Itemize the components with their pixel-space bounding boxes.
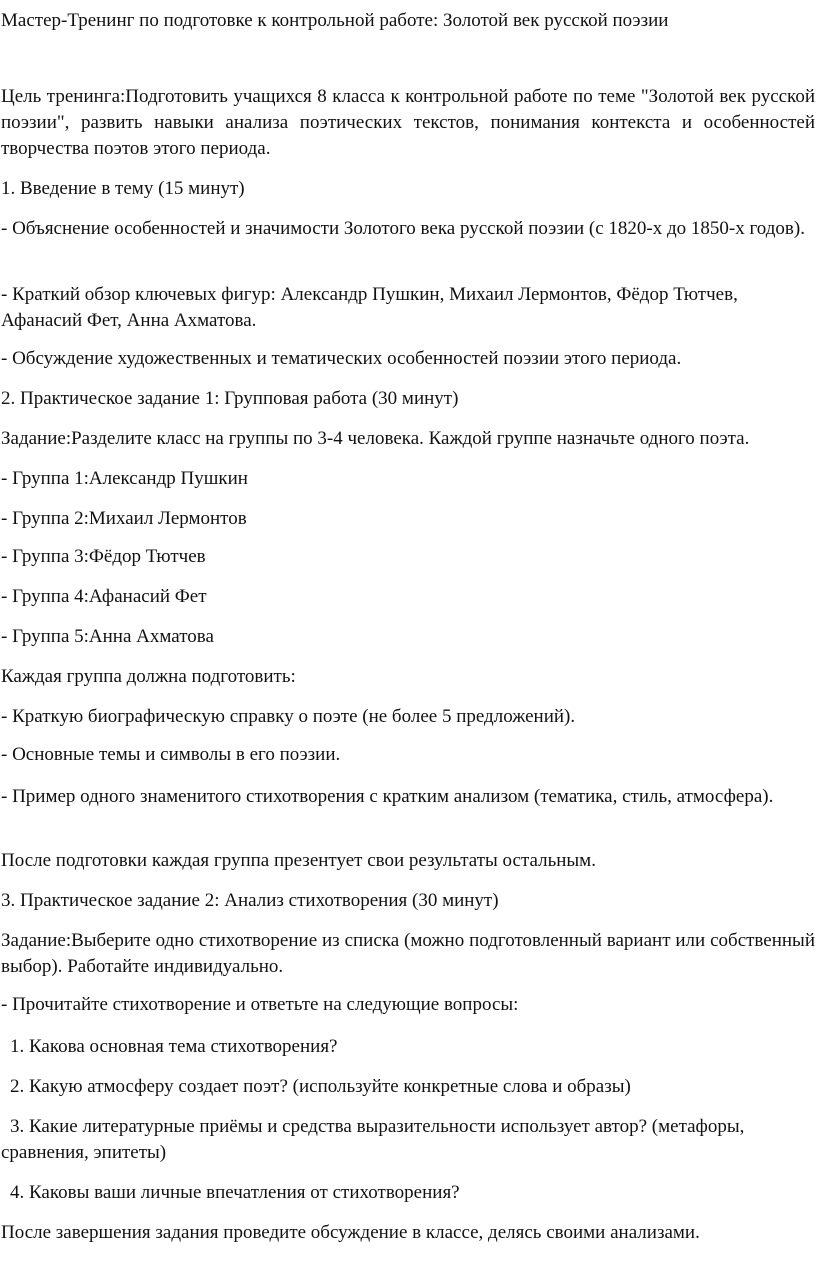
- prepare-item: - Краткую биографическую справку о поэте (не более 5 предложений).: [1, 706, 576, 727]
- group-item: - Группа 2:Михаил Лермонтов: [1, 508, 247, 529]
- section-3-heading: 3. Практическое задание 2: Анализ стихотворения (30 минут): [1, 890, 499, 911]
- section-3-after: После завершения задания проведите обсуждение в классе, делясь своими анализами.: [1, 1222, 700, 1243]
- section-1-item: - Обсуждение художественных и тематических особенностей поэзии этого периода.: [1, 348, 682, 369]
- group-item: - Группа 1:Александр Пушкин: [1, 468, 248, 489]
- section-1-heading: 1. Введение в тему (15 минут): [1, 178, 245, 199]
- section-1-item: - Краткий обзор ключевых фигур: Александр Пушкин, Михаил Лермонтов, Фёдор Тютчев, Афанасий Фет, Анна Ахматова.: [1, 284, 738, 331]
- group-item: - Группа 4:Афанасий Фет: [1, 586, 207, 607]
- group-item: - Группа 5:Анна Ахматова: [1, 626, 214, 647]
- document-title: Мастер-Тренинг по подготовке к контрольной работе: Золотой век русской поэзии: [1, 10, 669, 31]
- prepare-item: - Пример одного знаменитого стихотворения с кратким анализом (тематика, стиль, атмосфера).: [1, 786, 774, 807]
- training-goal: Цель тренинга:Подготовить учащихся 8 класса к контрольной работе по теме "Золотой век русской поэзии", развить навыки анализа поэтических текстов, понимания контекста и особенностей творчества поэтов этого периода.: [1, 86, 815, 159]
- read-intro: - Прочитайте стихотворение и ответьте на следующие вопросы:: [1, 994, 519, 1015]
- section-3-task: Задание:Выберите одно стихотворение из списка (можно подготовленный вариант или собственный выбор). Работайте индивидуально.: [1, 930, 815, 977]
- group-item: - Группа 3:Фёдор Тютчев: [1, 546, 206, 567]
- question-item: 4. Каковы ваши личные впечатления от стихотворения?: [10, 1182, 460, 1203]
- question-item: 2. Какую атмосферу создает поэт? (используйте конкретные слова и образы): [10, 1076, 631, 1097]
- section-2-task: Задание:Разделите класс на группы по 3-4 человека. Каждой группе назначьте одного поэта.: [1, 428, 750, 449]
- question-item: 3. Какие литературные приёмы и средства выразительности использует автор? (метафоры, сравнения, эпитеты): [1, 1116, 745, 1163]
- section-2-after: После подготовки каждая группа презентует свои результаты остальным.: [1, 850, 596, 871]
- prepare-intro: Каждая группа должна подготовить:: [1, 666, 296, 687]
- question-item: 1. Какова основная тема стихотворения?: [10, 1036, 338, 1057]
- prepare-item: - Основные темы и символы в его поэзии.: [1, 744, 341, 765]
- section-1-item: - Объяснение особенностей и значимости Золотого века русской поэзии (с 1820-х до 1850-х годов).: [1, 218, 805, 239]
- section-2-heading: 2. Практическое задание 1: Групповая работа (30 минут): [1, 388, 459, 409]
